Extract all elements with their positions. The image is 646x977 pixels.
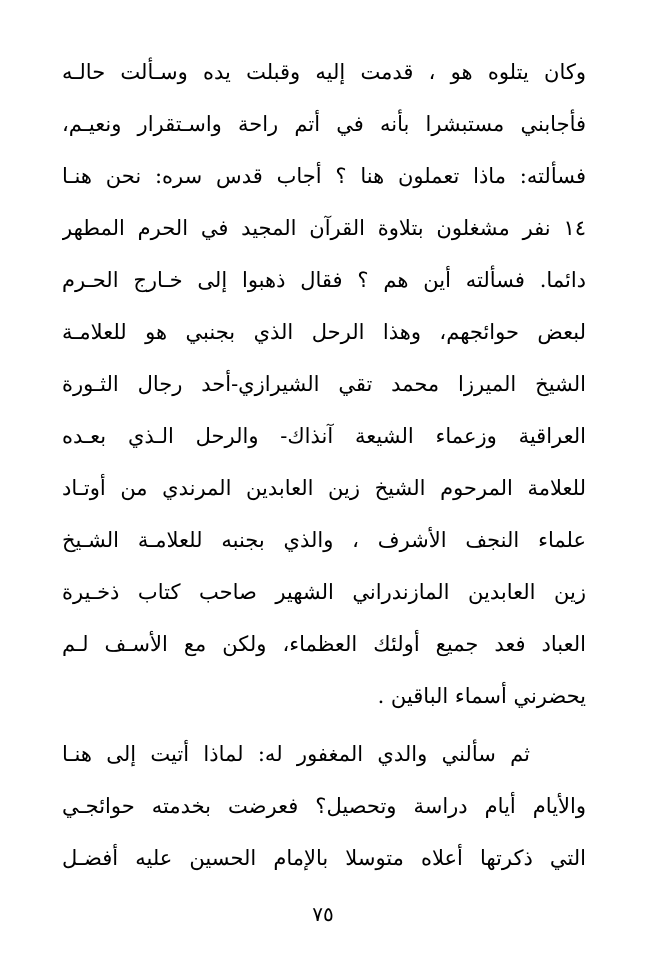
text-line: علماء النجف الأشرف ، والذي بجنبه للعلامـة الشـيخ [62, 528, 586, 552]
text-line: التي ذكرتها أعلاه متوسلا بالإمام الحسين عليه أفضـل [62, 846, 586, 870]
text-line: للعلامة المرحوم الشيخ زين العابدين المرندي من أوتـاد [62, 476, 586, 500]
text-line: ثم سألني والدي المغفور له: لماذا أتيت إلى هنـا [62, 742, 530, 766]
text-line: زين العابدين المازندراني الشهير صاحب كتاب ذخـيرة [62, 580, 586, 604]
page-number: ٧٥ [312, 902, 334, 926]
text-line: الشيخ الميرزا محمد تقي الشيرازي-أحد رجال الثـورة [62, 372, 586, 396]
text-line: دائما. فسألته أين هم ؟ فقال ذهبوا إلى خـارج الحـرم [62, 268, 586, 292]
text-line: لبعض حوائجهم، وهذا الرحل الذي بجنبي هو للعلامـة [62, 320, 586, 344]
text-line: العراقية وزعماء الشيعة آنذاك- والرحل الـذي بعـده [62, 424, 586, 448]
text-line: والأيام أيام دراسة وتحصيل؟ فعرضت بخدمته حوائجـي [62, 794, 586, 818]
text-line: وكان يتلوه هو ، قدمت إليه وقبلت يده وسـألت حالـه [62, 60, 586, 84]
text-line: فأجابني مستبشرا بأنه في أتم راحة واسـتقرار ونعيـم، [62, 112, 586, 136]
text-line: يحضرني أسماء الباقين . [377, 684, 586, 708]
text-line: العباد فعد جميع أولئك العظماء، ولكن مع الأسـف لـم [62, 632, 586, 656]
text-line: فسألته: ماذا تعملون هنا ؟ أجاب قدس سره: نحن هنـا [62, 164, 586, 188]
text-line: ١٤ نفر مشغلون بتلاوة القرآن المجيد في الحرم المطهر [62, 216, 586, 240]
body-text [62, 46, 586, 884]
